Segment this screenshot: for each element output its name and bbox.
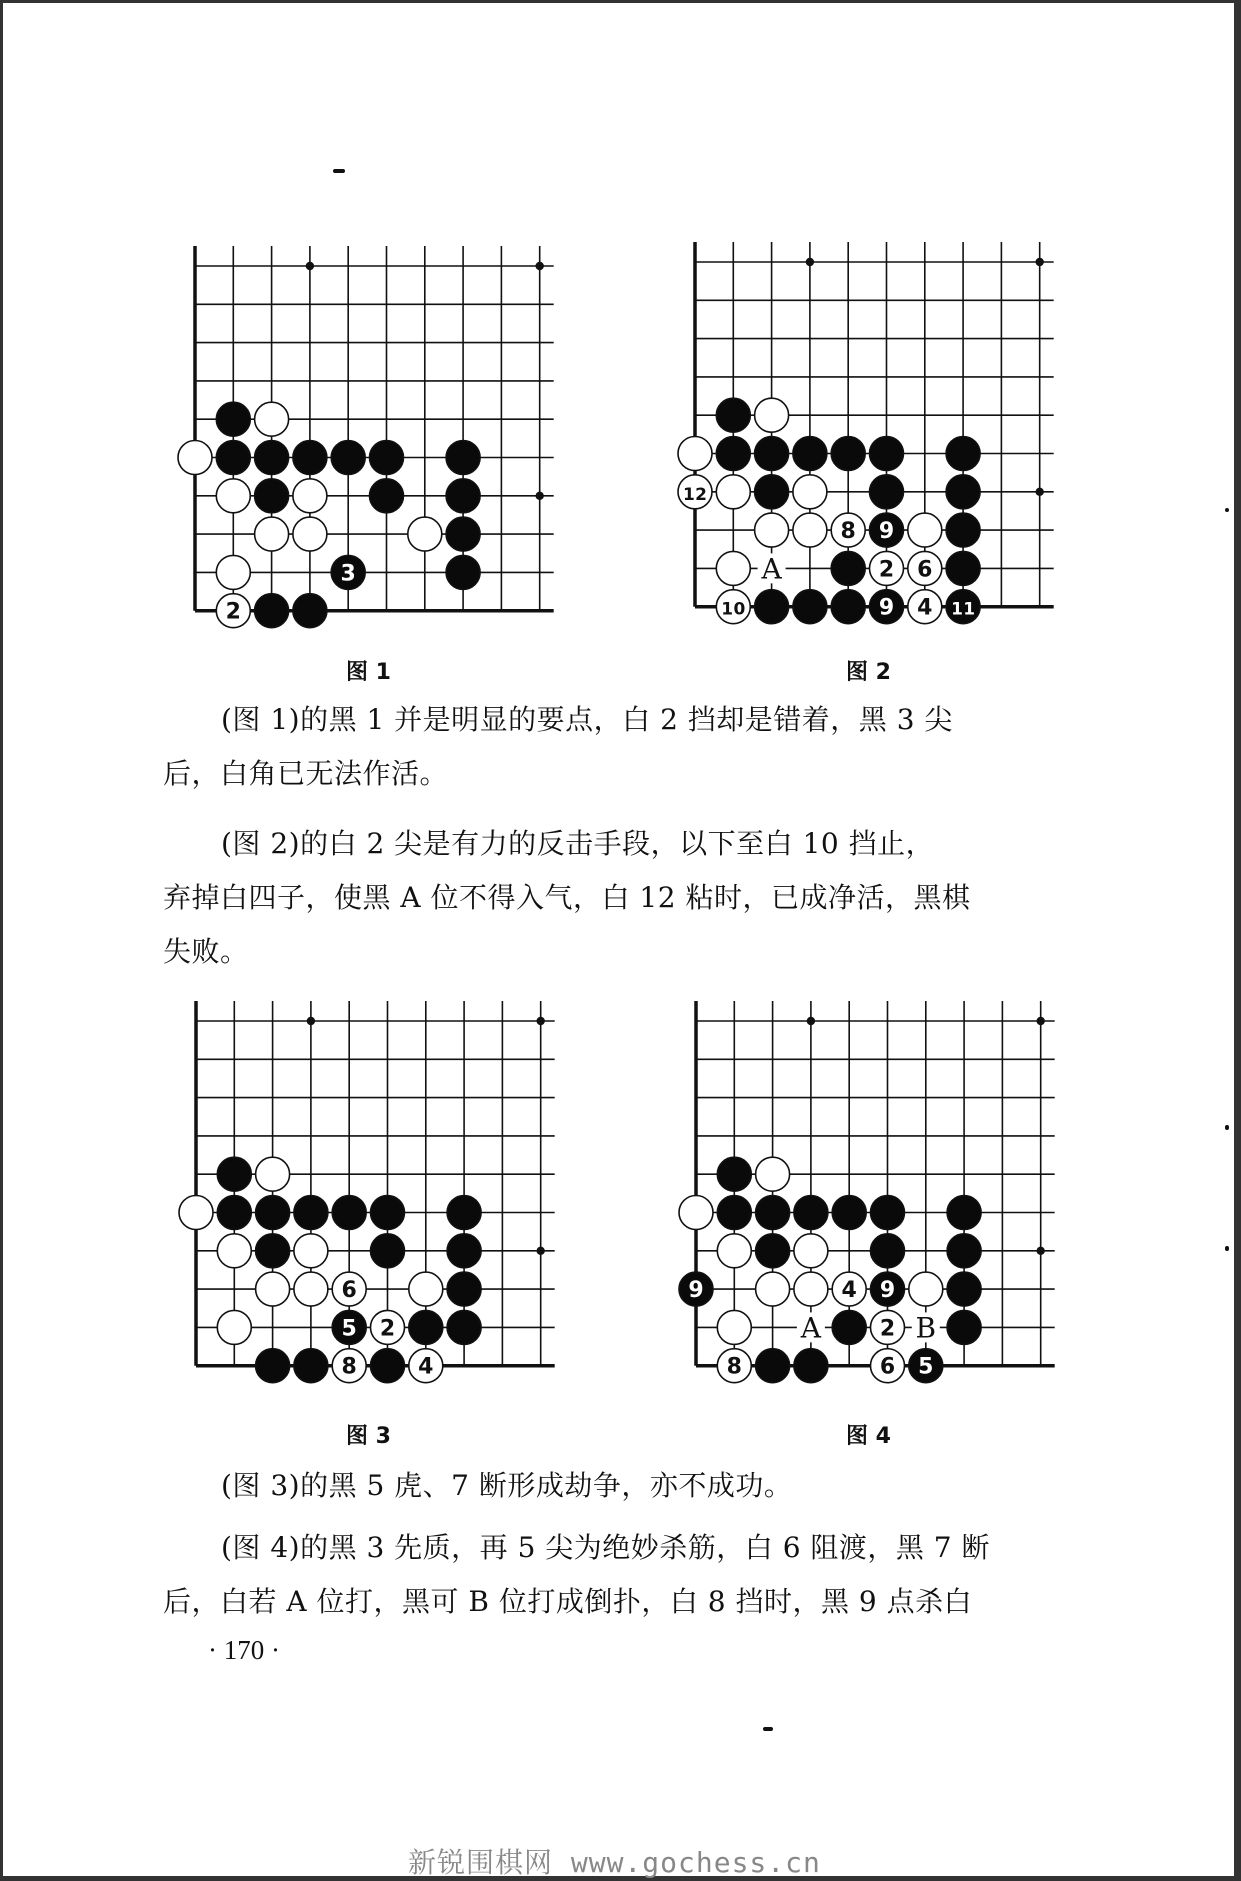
white-stone — [409, 1349, 443, 1383]
black-stone — [717, 1195, 751, 1229]
black-stone — [293, 594, 327, 628]
black-stone — [331, 440, 365, 474]
diagram-caption-2: 图 2 — [846, 660, 891, 685]
white-stone — [909, 1272, 943, 1306]
black-stone — [793, 590, 827, 624]
move-number: 6 — [879, 1354, 896, 1380]
black-stone — [946, 551, 980, 585]
black-stone — [332, 1310, 366, 1344]
black-stone — [216, 440, 250, 474]
paragraph-text: 后，白角已无法作活。 — [163, 757, 449, 790]
move-number: 2 — [379, 1316, 396, 1342]
white-stone — [870, 1310, 904, 1344]
move-number: 5 — [341, 1316, 357, 1342]
white-stone — [678, 436, 712, 470]
white-stone — [908, 590, 942, 624]
white-stone — [716, 551, 750, 585]
black-stone — [294, 1195, 328, 1229]
black-stone — [947, 1234, 981, 1268]
black-stone — [370, 1234, 404, 1268]
black-stone — [831, 590, 865, 624]
board-grid — [173, 238, 566, 637]
star-point — [536, 1247, 544, 1255]
white-stone — [716, 475, 750, 509]
white-stone — [294, 1234, 328, 1268]
white-stone — [256, 1272, 290, 1306]
go-diagram-4 — [674, 993, 1067, 1392]
black-stone — [716, 436, 750, 470]
paragraph-text: 弃掉白四子，使黑 A 位不得入气，白 12 粘时，已成净活，黑棋 — [163, 881, 971, 914]
move-number: 8 — [726, 1354, 742, 1380]
star-point — [535, 492, 543, 500]
black-stone — [293, 440, 327, 474]
move-number: 8 — [840, 519, 856, 545]
paragraph-text: 失败。 — [163, 935, 249, 968]
black-stone — [831, 436, 865, 470]
move-number: 11 — [951, 599, 976, 620]
move-number: 5 — [918, 1354, 934, 1380]
paragraph-text: 后，白若 A 位打，黑可 B 位打成倒扑，白 8 挡时，黑 9 点杀白 — [163, 1585, 973, 1618]
move-number: 2 — [878, 557, 895, 583]
black-stone — [793, 436, 827, 470]
black-stone — [447, 1310, 481, 1344]
move-number: 4 — [841, 1278, 857, 1304]
black-stone — [794, 1349, 828, 1383]
move-number: 9 — [878, 519, 895, 545]
star-point — [806, 258, 814, 266]
star-point — [1035, 488, 1043, 496]
black-stone — [870, 1195, 904, 1229]
white-stone — [793, 475, 827, 509]
move-number: 9 — [878, 595, 895, 621]
white-stone — [717, 1310, 751, 1344]
go-diagram-1 — [173, 238, 566, 637]
black-stone — [370, 1349, 404, 1383]
black-stone — [446, 517, 480, 551]
white-stone — [216, 594, 250, 628]
position-marker: A — [761, 552, 782, 586]
move-number: 6 — [341, 1278, 357, 1304]
white-stone — [793, 513, 827, 547]
black-stone — [447, 1272, 481, 1306]
white-stone — [255, 517, 289, 551]
black-stone — [370, 1195, 404, 1229]
print-speck — [1225, 1246, 1229, 1251]
black-stone — [409, 1310, 443, 1344]
black-stone — [755, 590, 789, 624]
move-number: 3 — [340, 561, 356, 587]
black-stone — [217, 1157, 251, 1191]
black-stone — [216, 402, 250, 436]
white-stone — [870, 1349, 904, 1383]
black-stone — [869, 513, 903, 547]
print-speck — [1225, 508, 1229, 512]
black-stone — [446, 555, 480, 589]
black-stone — [909, 1349, 943, 1383]
position-marker: B — [915, 1311, 937, 1345]
move-number: 4 — [917, 595, 933, 621]
white-stone — [178, 440, 212, 474]
board-grid — [673, 234, 1066, 633]
diagram-caption-4: 图 4 — [846, 1424, 891, 1449]
black-stone — [717, 1157, 751, 1191]
black-stone — [369, 479, 403, 513]
white-stone — [869, 551, 903, 585]
white-stone — [216, 555, 250, 589]
black-stone — [331, 555, 365, 589]
white-stone — [217, 1234, 251, 1268]
black-stone — [869, 436, 903, 470]
move-number: 2 — [879, 1316, 896, 1342]
board-grid — [674, 993, 1067, 1392]
white-stone — [216, 479, 250, 513]
black-stone — [832, 1310, 866, 1344]
black-stone — [756, 1349, 790, 1383]
paragraph-figure-4 — [163, 1521, 1103, 1629]
white-stone — [217, 1310, 251, 1344]
black-stone — [946, 436, 980, 470]
white-stone — [293, 479, 327, 513]
paragraph-text: (图 3)的黑 5 虎、7 断形成劫争，亦不成功。 — [221, 1469, 793, 1502]
go-diagram-3 — [174, 993, 567, 1392]
move-number: 6 — [917, 557, 933, 583]
move-number: 12 — [682, 484, 707, 505]
white-stone — [409, 1272, 443, 1306]
black-stone — [946, 590, 980, 624]
black-stone — [870, 1234, 904, 1268]
black-stone — [869, 590, 903, 624]
white-stone — [717, 1349, 751, 1383]
white-stone — [794, 1272, 828, 1306]
white-stone — [256, 1157, 290, 1191]
paragraph-figure-3 — [163, 1459, 1103, 1513]
black-stone — [255, 594, 289, 628]
white-stone — [831, 513, 865, 547]
white-stone — [716, 590, 750, 624]
star-point — [1035, 258, 1043, 266]
black-stone — [256, 1234, 290, 1268]
black-stone — [869, 475, 903, 509]
paragraph-figure-1 — [163, 693, 1103, 801]
black-stone — [947, 1272, 981, 1306]
black-stone — [294, 1349, 328, 1383]
white-stone — [179, 1195, 213, 1229]
position-marker: A — [800, 1311, 822, 1345]
board-grid — [174, 993, 567, 1392]
black-stone — [217, 1195, 251, 1229]
white-stone — [678, 475, 712, 509]
black-stone — [831, 551, 865, 585]
star-point — [306, 262, 314, 270]
black-stone — [256, 1195, 290, 1229]
paragraph-figure-2 — [163, 817, 1103, 979]
white-stone — [255, 402, 289, 436]
black-stone — [946, 475, 980, 509]
black-stone — [794, 1195, 828, 1229]
move-number: 9 — [688, 1278, 704, 1304]
black-stone — [756, 1234, 790, 1268]
move-number: 4 — [418, 1354, 434, 1380]
black-stone — [447, 1195, 481, 1229]
star-point — [1036, 1017, 1044, 1025]
paragraph-text: (图 2)的白 2 尖是有力的反击手段，以下至白 10 挡止， — [221, 827, 935, 860]
black-stone — [679, 1272, 713, 1306]
black-stone — [755, 475, 789, 509]
black-stone — [446, 479, 480, 513]
white-stone — [908, 551, 942, 585]
print-speck — [333, 169, 345, 173]
site-watermark: 新锐围棋网 www.gochess.cn — [408, 1846, 821, 1879]
white-stone — [370, 1310, 404, 1344]
white-stone — [755, 398, 789, 432]
black-stone — [947, 1195, 981, 1229]
black-stone — [255, 479, 289, 513]
white-stone — [408, 517, 442, 551]
print-speck — [763, 1727, 773, 1731]
white-stone — [756, 1272, 790, 1306]
white-stone — [832, 1272, 866, 1306]
black-stone — [755, 436, 789, 470]
white-stone — [332, 1349, 366, 1383]
black-stone — [447, 1234, 481, 1268]
move-number: 9 — [879, 1278, 896, 1304]
diagram-caption-3: 图 3 — [346, 1424, 391, 1449]
black-stone — [255, 440, 289, 474]
move-number: 2 — [225, 599, 241, 625]
star-point — [536, 1017, 544, 1025]
star-point — [1036, 1247, 1044, 1255]
white-stone — [294, 1272, 328, 1306]
black-stone — [332, 1195, 366, 1229]
black-stone — [947, 1310, 981, 1344]
paragraph-text: (图 1)的黑 1 并是明显的要点，白 2 挡却是错着，黑 3 尖 — [221, 703, 953, 736]
star-point — [807, 1017, 815, 1025]
black-stone — [446, 440, 480, 474]
white-stone — [908, 513, 942, 547]
black-stone — [870, 1272, 904, 1306]
white-stone — [755, 513, 789, 547]
print-speck — [1225, 1125, 1229, 1130]
book-page — [3, 3, 1234, 1879]
black-stone — [832, 1195, 866, 1229]
white-stone — [679, 1195, 713, 1229]
page-number: · 170 · — [208, 1635, 280, 1665]
white-stone — [794, 1234, 828, 1268]
go-diagram-2 — [673, 234, 1066, 633]
black-stone — [756, 1195, 790, 1229]
white-stone — [756, 1157, 790, 1191]
move-number: 10 — [721, 599, 746, 620]
diagram-caption-1: 图 1 — [346, 660, 391, 685]
black-stone — [256, 1349, 290, 1383]
black-stone — [369, 440, 403, 474]
white-stone — [332, 1272, 366, 1306]
white-stone — [293, 517, 327, 551]
black-stone — [946, 513, 980, 547]
paragraph-text: (图 4)的黑 3 先质，再 5 尖为绝妙杀筋，白 6 阻渡，黑 7 断 — [221, 1531, 991, 1564]
move-number: 8 — [341, 1354, 357, 1380]
black-stone — [716, 398, 750, 432]
star-point — [535, 262, 543, 270]
star-point — [307, 1017, 315, 1025]
white-stone — [717, 1234, 751, 1268]
